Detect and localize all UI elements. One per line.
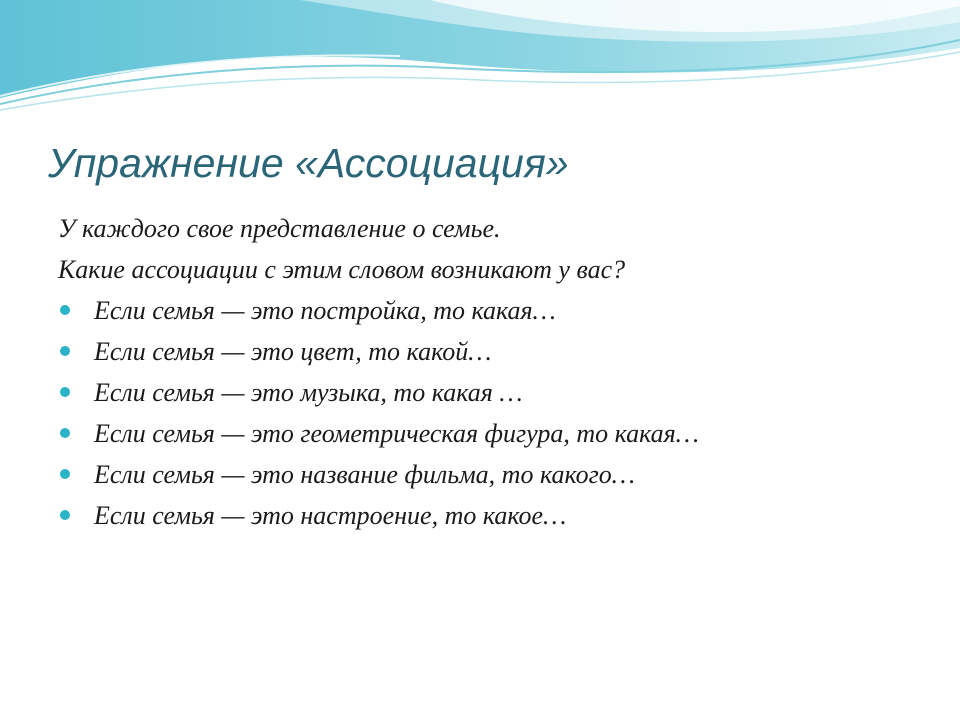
slide-body	[58, 208, 938, 536]
bullet-item	[58, 454, 938, 495]
bullet-dot-icon	[60, 387, 70, 397]
intro-line: Какие ассоциации с этим словом возникают у вас?	[58, 255, 626, 284]
bullet-dot-icon	[60, 469, 70, 479]
bullet-text: Если семья — это музыка, то какая …	[94, 378, 523, 407]
bullet-text: Если семья — это постройка, то какая…	[94, 296, 556, 325]
bullet-item	[58, 290, 938, 331]
bullet-dot-icon	[60, 305, 70, 315]
bullet-dot-icon	[60, 346, 70, 356]
bullet-text: Если семья — это настроение, то какое…	[94, 501, 567, 530]
bullet-dot-icon	[60, 428, 70, 438]
bullet-list	[58, 290, 938, 536]
bullet-item	[58, 331, 938, 372]
bullet-text: Если семья — это геометрическая фигура, то какая…	[94, 419, 699, 448]
bullet-dot-icon	[60, 510, 70, 520]
bullet-text: Если семья — это цвет, то какой…	[94, 337, 492, 366]
bullet-item	[58, 372, 938, 413]
slide-title: Упражнение «Ассоциация»	[48, 140, 569, 186]
intro-line: У каждого свое представление о семье.	[58, 214, 501, 243]
bullet-text: Если семья — это название фильма, то какого…	[94, 460, 635, 489]
bullet-item	[58, 495, 938, 536]
bullet-item	[58, 413, 938, 454]
wave-header-decoration	[0, 0, 960, 120]
